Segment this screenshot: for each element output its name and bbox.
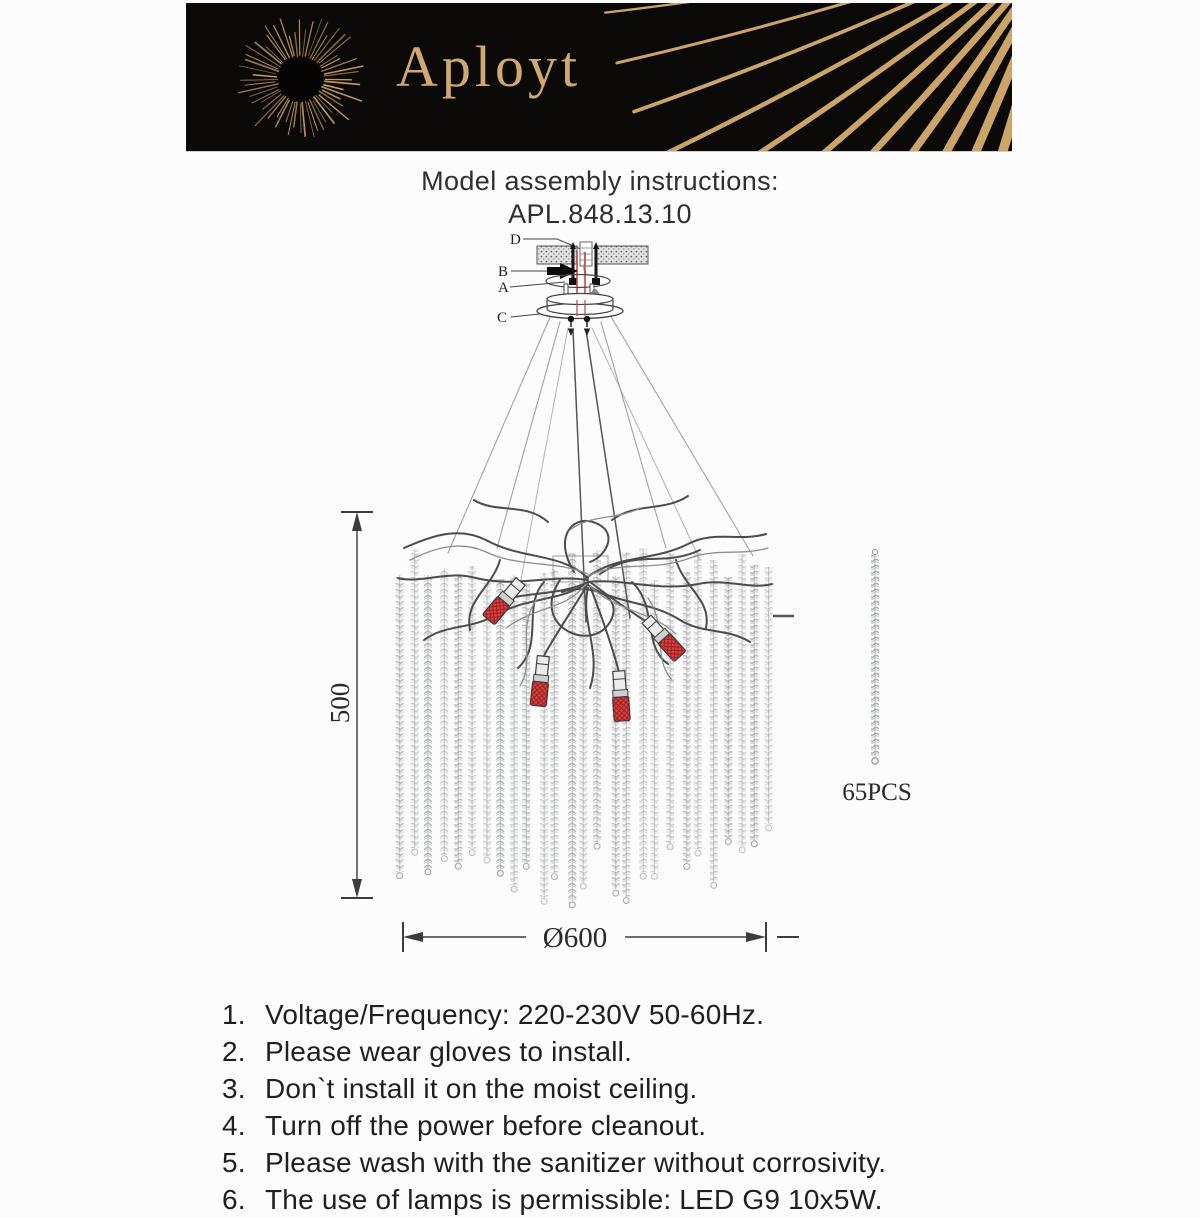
ceiling-mount-detail	[497, 232, 648, 336]
dimension-height	[325, 512, 373, 898]
instruction-number: 5.	[222, 1144, 265, 1181]
instructions-list	[222, 996, 886, 1218]
model-number: APL.848.13.10	[0, 198, 1200, 231]
strand-count-label: 65PCS	[842, 779, 911, 806]
instruction-item	[222, 1144, 886, 1181]
instruction-number: 3.	[222, 1070, 265, 1107]
ceiling-plate-right	[597, 246, 648, 264]
brand-name: Aployt	[396, 33, 581, 100]
dimension-diameter-label: Ø600	[543, 922, 607, 954]
dimension-height-label: 500	[325, 683, 355, 724]
instruction-text: The use of lamps is permissible: LED G9 10x5W.	[265, 1181, 883, 1218]
dimension-diameter	[403, 922, 799, 954]
instruction-item	[222, 1107, 886, 1144]
instruction-text: Please wear gloves to install.	[265, 1033, 632, 1070]
instruction-text: Turn off the power before cleanout.	[265, 1107, 706, 1144]
instruction-text: Voltage/Frequency: 220-230V 50-60Hz.	[265, 996, 764, 1033]
label-a: A	[498, 280, 509, 296]
label-d: D	[510, 232, 521, 248]
instruction-text: Don`t install it on the moist ceiling.	[265, 1070, 697, 1107]
lamp-with-red-cap	[641, 614, 686, 662]
crystal-strand-sample	[842, 550, 911, 807]
page-title-line1: Model assembly instructions:	[0, 165, 1200, 198]
instruction-item	[222, 996, 886, 1033]
instruction-text: Please wash with the sanitizer without corrosivity.	[265, 1144, 886, 1181]
instruction-item	[222, 1070, 886, 1107]
label-c: C	[497, 310, 507, 326]
instruction-item	[222, 1033, 886, 1070]
instruction-number: 6.	[222, 1181, 265, 1218]
instruction-number: 4.	[222, 1107, 265, 1144]
mounting-bracket	[546, 275, 610, 288]
label-b: B	[498, 264, 508, 280]
crystal-strands	[396, 548, 773, 907]
instruction-number: 1.	[222, 996, 265, 1033]
canopy	[537, 294, 623, 319]
instruction-number: 2.	[222, 1033, 265, 1070]
